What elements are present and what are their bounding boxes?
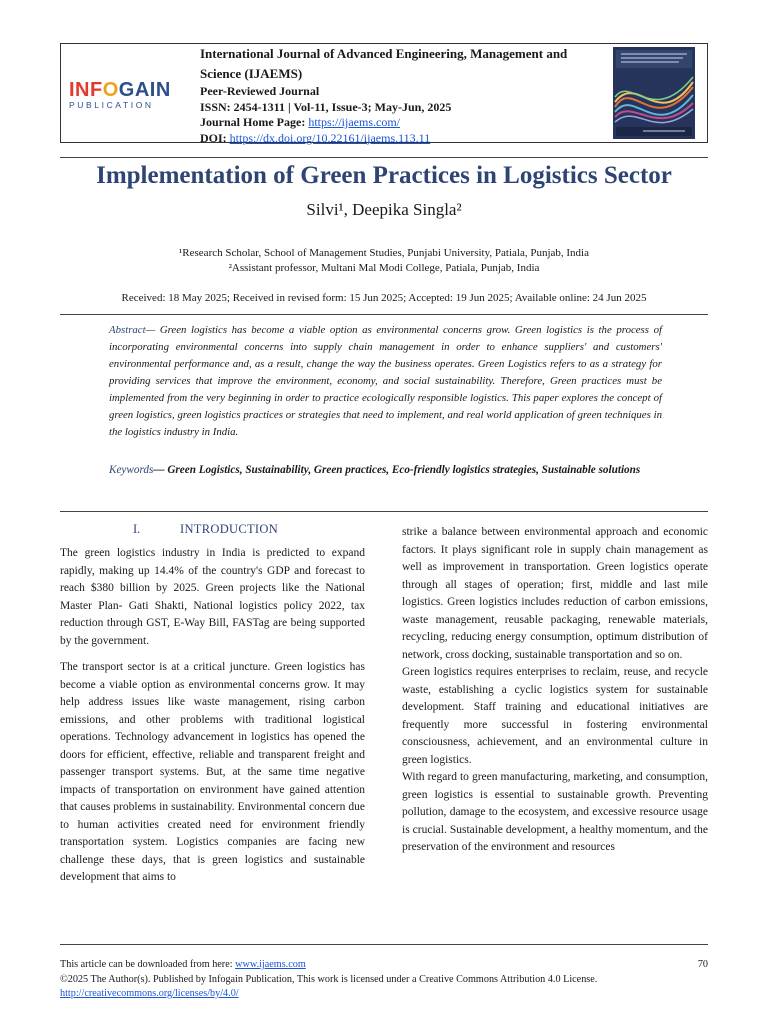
abstract-text: — Green logistics has become a viable option as environmental concerns grow. Green logistics is the process of incorporating environmental concerns into supply chain management in order to enhance suppliers' and customers' environmental performance and, as a result, change the way the business operates. Green Logistics refers to as a strategy for providing services that improve the environment, economy, and social sustainability. Therefore, Green practices must be implemented from the very beginning in order to practice ecologically responsible logistics. This paper explores the concept of green logistics, green logistics practices or strategies that need to implement, and real world application of green techniques in the logistics industry in India.: [109, 324, 662, 438]
page-number: 70: [697, 959, 708, 970]
section-title: INTRODUCTION: [180, 522, 279, 536]
doi-link[interactable]: https://dx.doi.org/10.22161/ijaems.113.11: [229, 130, 431, 145]
section-number: I.: [133, 522, 141, 536]
homepage-link[interactable]: https://ijaems.com/: [308, 115, 400, 129]
publisher-logo: INFOGAIN PUBLICATION: [69, 80, 189, 112]
paragraph: Green logistics requires enterprises to reclaim, reuse, and recycle waste, establishing a cyclic logistics system for sustainable development. Staff training and educational initiatives are frequently more successful in fostering environmental consciousness, achievement, and an environmental culture in green logistics.: [402, 666, 708, 766]
keywords: [109, 462, 662, 479]
download-line: This article can be downloaded from here: www.ijaems.com: [60, 959, 306, 970]
journal-info: [200, 44, 605, 146]
abstract: [109, 322, 662, 441]
doi-line: DOI: https://dx.doi.org/10.22161/ijaems.113.11: [200, 130, 431, 145]
affiliation-1: ¹Research Scholar, School of Management Studies, Punjabi University, Patiala, Punjab, India: [179, 247, 589, 259]
left-column: [60, 545, 365, 887]
footer-divider: [60, 944, 708, 945]
publication-dates: Received: 18 May 2025; Received in revised form: 15 Jun 2025; Accepted: 19 Jun 2025; Available online: 24 Jun 2025: [121, 292, 647, 304]
paragraph: strike a balance between environmental approach and economic factors. It plays significant role in supply chain management as well as improvement in transportation. Green logistics operate through all stages of operation; first, middle and last mile logistics. Green logistics includes reduction of carbon emissions, waste management, reusable packaging, renewable materials, recycling, reducing energy consumption, optimum distribution of network, cross docking, sustainable transportation and so on.: [402, 526, 708, 661]
homepage-line: Journal Home Page: https://ijaems.com/: [200, 115, 400, 129]
abstract-top-divider: [60, 314, 708, 315]
journal-header: [60, 43, 708, 143]
right-column: [402, 524, 708, 857]
title-divider: [60, 157, 708, 158]
license-link[interactable]: http://creativecommons.org/licenses/by/4.0/: [60, 988, 239, 999]
keywords-text: — Green Logistics, Sustainability, Green practices, Eco-friendly logistics strategies, Sustainable solutions: [153, 464, 641, 476]
publisher-logo-subtitle: PUBLICATION: [69, 100, 154, 110]
journal-cover-image: [613, 47, 695, 139]
license-line: ©2025 The Author(s). Published by Infogain Publication, This work is licensed under a Creative Commons Attribution 4.0 License. http://creativecommons.org/licenses/by/4.0/: [60, 973, 598, 999]
page-footer: [60, 958, 708, 1002]
paragraph: The transport sector is at a critical juncture. Green logistics has become a viable option as environmental concerns grow. It may help address issues like waste management, rising carbon emissions, and other problems with traditional logistical operations. Technology advancement in logistics has opened the doors for efficient, effective, reliable and transparent freight and passenger transport systems. But, at the same time negative impacts of transportation on environment have gained attention that causes problems in sustainability. Environmental concern due to human activities created need for environment friendly transportation system. Logistics companies are facing new challenge these days, that is green logistics and sustainable development that aims to: [60, 661, 365, 883]
abstract-bottom-divider: [60, 511, 708, 512]
paper-authors: Silvi¹, Deepika Singla²: [306, 200, 462, 219]
affiliation-2: ²Assistant professor, Multani Mal Modi College, Patiala, Punjab, India: [228, 262, 540, 274]
issn-line: ISSN: 2454-1311 | Vol-11, Issue-3; May-Jun, 2025: [200, 99, 452, 114]
paragraph: With regard to green manufacturing, marketing, and consumption, green logistics is essential to sustainable growth. Preventing pollution, damage to the ecosystem, and excessive resource usage is crucial. Sustainable development, a healthy momentum, and the preservation of the environment and resources: [402, 771, 708, 853]
abstract-label: Abstract: [109, 324, 146, 336]
download-link[interactable]: www.ijaems.com: [235, 959, 306, 970]
keywords-label: Keywords: [109, 464, 154, 476]
peer-reviewed-label: Peer-Reviewed Journal: [200, 84, 320, 98]
journal-title: International Journal of Advanced Engineering, Management and Science (IJAEMS): [200, 46, 568, 81]
paper-title: Implementation of Green Practices in Logistics Sector: [96, 162, 672, 189]
paragraph: The green logistics industry in India is predicted to expand rapidly, making up 14.4% of the country's GDP and forecast to reach $380 billion by 2025. Green projects like the National Master Plan- Gati Shakti, National logistics policy 2022, tax reduction through GST, E-Way Bill, FASTag are being supported by the government.: [60, 547, 365, 647]
